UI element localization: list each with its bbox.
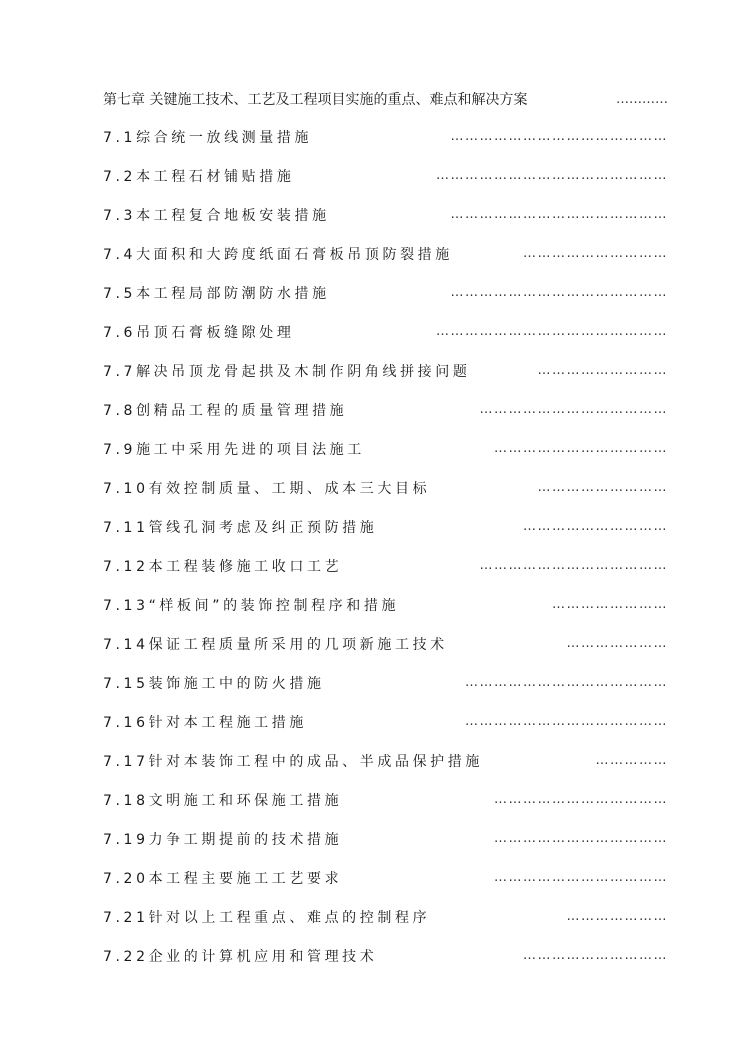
toc-entry-label: 7.11管线孔洞考虑及纠正预防措施 <box>103 519 378 536</box>
toc-entry-label: 7.10有效控制质量、工期、成本三大目标 <box>103 480 431 497</box>
toc-entry-label: 7.22企业的计算机应用和管理技术 <box>103 948 378 965</box>
toc-entry[interactable] <box>103 819 668 858</box>
toc-dot-leader: ………………………… <box>523 948 668 963</box>
toc-entry[interactable] <box>103 858 668 897</box>
toc-entry-label: 7.1综合统一放线测量措施 <box>103 129 313 146</box>
toc-dot-leader: ………………………………… <box>479 558 668 573</box>
toc-entry[interactable] <box>103 273 668 312</box>
toc-dot-leader: ………………… <box>566 909 668 924</box>
toc-entry[interactable] <box>103 390 668 429</box>
toc-dot-leader: ………………………………… <box>479 402 668 417</box>
toc-dot-leader: ………………………………………… <box>436 324 668 339</box>
toc-entry[interactable] <box>103 195 668 234</box>
toc-entry[interactable] <box>103 351 668 390</box>
toc-entry-label: 7.14保证工程质量所采用的几项新施工技术 <box>103 636 448 653</box>
toc-entry[interactable] <box>103 624 668 663</box>
toc-dot-leader: ………………………… <box>523 246 668 261</box>
toc-item-list <box>103 117 668 975</box>
toc-dot-leader: ……………………… <box>537 480 668 495</box>
toc-dot-leader: ……………………………… <box>494 870 668 885</box>
toc-entry-label: 7.6吊顶石膏板缝隙处理 <box>103 324 295 341</box>
toc-chapter-heading[interactable] <box>103 84 668 114</box>
toc-dot-leader: …………………………………… <box>465 675 668 690</box>
toc-dot-leader: ………………… <box>566 636 668 651</box>
toc-entry-label: 7.3本工程复合地板安装措施 <box>103 207 330 224</box>
toc-entry[interactable] <box>103 312 668 351</box>
toc-entry[interactable] <box>103 234 668 273</box>
toc-entry-label: 7.21针对以上工程重点、难点的控制程序 <box>103 909 431 926</box>
toc-entry[interactable] <box>103 585 668 624</box>
toc-dot-leader: ……………………………… <box>494 831 668 846</box>
toc-entry-label: 7.5本工程局部防潮防水措施 <box>103 285 330 302</box>
toc-entry[interactable] <box>103 702 668 741</box>
table-of-contents <box>103 84 668 975</box>
toc-dot-leader: ………… <box>616 91 668 107</box>
toc-entry-label: 7.15装饰施工中的防火措施 <box>103 675 325 692</box>
toc-entry[interactable] <box>103 156 668 195</box>
toc-dot-leader: …………………………………… <box>465 714 668 729</box>
toc-entry-label: 7.9施工中采用先进的项目法施工 <box>103 441 365 458</box>
toc-dot-leader: ………………………………………… <box>436 168 668 183</box>
toc-dot-leader: ……………………………………… <box>450 285 668 300</box>
toc-dot-leader: ……………………………… <box>494 441 668 456</box>
toc-dot-leader: ……………………………………… <box>450 207 668 222</box>
toc-entry-label: 7.18文明施工和环保施工措施 <box>103 792 343 809</box>
toc-entry-label: 7.12本工程装修施工收口工艺 <box>103 558 343 575</box>
toc-dot-leader: ……………………………………… <box>450 129 668 144</box>
toc-entry-label: 7.16针对本工程施工措施 <box>103 714 307 731</box>
toc-entry[interactable] <box>103 507 668 546</box>
toc-chapter-title: 第七章 关键施工技术、工艺及工程项目实施的重点、难点和解决方案 <box>103 92 528 108</box>
toc-entry[interactable] <box>103 429 668 468</box>
toc-entry[interactable] <box>103 897 668 936</box>
toc-entry[interactable] <box>103 663 668 702</box>
toc-entry[interactable] <box>103 741 668 780</box>
toc-entry[interactable] <box>103 117 668 156</box>
toc-entry[interactable] <box>103 546 668 585</box>
toc-entry-label: 7.7解决吊顶龙骨起拱及木制作阴角线拼接问题 <box>103 363 471 380</box>
toc-entry-label: 7.4大面积和大跨度纸面石膏板吊顶防裂措施 <box>103 246 453 263</box>
toc-dot-leader: …………… <box>595 753 668 768</box>
toc-entry[interactable] <box>103 468 668 507</box>
toc-entry-label: 7.20本工程主要施工工艺要求 <box>103 870 343 887</box>
toc-dot-leader: ……………………… <box>537 363 668 378</box>
toc-entry-label: 7.17针对本装饰工程中的成品、半成品保护措施 <box>103 753 483 770</box>
toc-dot-leader: ……………………………… <box>494 792 668 807</box>
toc-entry-label: 7.19力争工期提前的技术措施 <box>103 831 343 848</box>
toc-dot-leader: ………………………… <box>523 519 668 534</box>
toc-entry[interactable] <box>103 780 668 819</box>
toc-dot-leader: …………………… <box>552 597 668 612</box>
toc-entry-label: 7.2本工程石材铺贴措施 <box>103 168 295 185</box>
toc-entry-label: 7.8创精品工程的质量管理措施 <box>103 402 348 419</box>
toc-entry[interactable] <box>103 936 668 975</box>
toc-entry-label: 7.13“样板间”的装饰控制程序和措施 <box>103 597 400 614</box>
